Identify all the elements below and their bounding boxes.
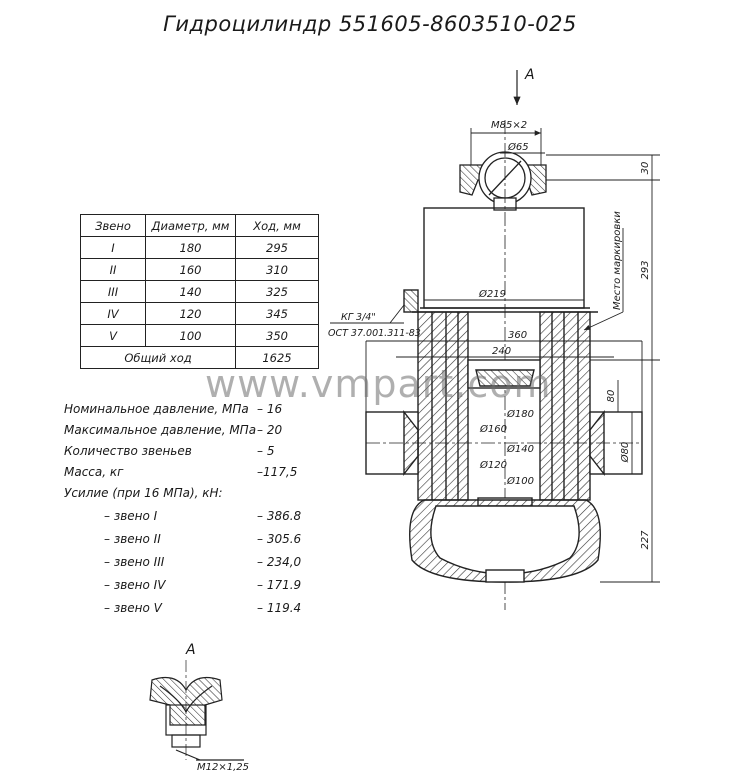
table-row (81, 237, 319, 259)
table-cell: 295 (236, 237, 319, 259)
dia-219-label: Ø219 (479, 289, 506, 300)
drawing-title: Гидроцилиндр 551605-8603510-025 (163, 12, 577, 36)
spec-table (80, 214, 319, 369)
param-value: – 119.4 (257, 601, 302, 615)
port-label-1: КГ 3/4" (341, 312, 376, 323)
param-value: – 171.9 (257, 578, 302, 592)
table-cell: I (81, 237, 146, 259)
watermark: www.vmpart.com (205, 362, 552, 406)
dim-240-label: 240 (492, 346, 512, 357)
param-value: – 16 (257, 402, 283, 416)
thread-top-label: M85×2 (491, 120, 528, 131)
table-row (81, 281, 319, 303)
dia-180-label: Ø180 (507, 409, 534, 420)
dia-80-label: Ø80 (620, 441, 631, 463)
table-cell: II (81, 259, 146, 281)
marking-label: Место маркировки (612, 211, 623, 310)
param-value: – 305.6 (257, 532, 302, 546)
param-label: Максимальное давление, МПа (64, 423, 257, 437)
table-cell: 100 (146, 325, 236, 347)
view-a-label: A (186, 642, 196, 658)
param-label: Номинальное давление, МПа (64, 402, 249, 416)
table-cell: 345 (236, 303, 319, 325)
dim-360-label: 360 (508, 330, 528, 341)
total-value: 1625 (236, 347, 319, 369)
dia-120-label: Ø120 (480, 460, 507, 471)
param-value: – 5 (257, 444, 275, 458)
param-value: –117,5 (257, 465, 298, 479)
dia-100-label: Ø100 (507, 476, 534, 487)
table-row (81, 303, 319, 325)
table-row (81, 325, 319, 347)
dia-160-label: Ø160 (480, 424, 507, 435)
header-link: Звено (81, 215, 146, 237)
param-label: Усилие (при 16 МПа), кН: (64, 486, 223, 500)
dia-65-label: Ø65 (508, 142, 529, 153)
dim-227-label: 227 (640, 530, 651, 550)
header-diameter: Диаметр, мм (146, 215, 236, 237)
table-cell: V (81, 325, 146, 347)
param-value: – 20 (257, 423, 283, 437)
view-a-marker: A (525, 67, 535, 83)
table-cell: 310 (236, 259, 319, 281)
table-header-row (81, 215, 319, 237)
param-value: – 386.8 (257, 509, 302, 523)
param-value: – 234,0 (257, 555, 302, 569)
param-label: – звено V (104, 601, 162, 615)
table-cell: 120 (146, 303, 236, 325)
param-label: Масса, кг (64, 465, 124, 479)
table-cell: 160 (146, 259, 236, 281)
thread-bottom-label: M12×1,25 (197, 762, 249, 773)
view-a-detail (150, 642, 249, 773)
dim-80-label: 80 (606, 389, 617, 403)
dia-140-label: Ø140 (507, 444, 534, 455)
dim-293-label: 293 (640, 260, 651, 280)
table-cell: III (81, 281, 146, 303)
table-cell: 325 (236, 281, 319, 303)
view-a-arrow (517, 67, 535, 105)
table-cell: 180 (146, 237, 236, 259)
table-cell: 140 (146, 281, 236, 303)
cylinder-body (366, 208, 642, 582)
table-cell: 350 (236, 325, 319, 347)
param-label: – звено I (104, 509, 158, 523)
table-total-row (81, 347, 319, 369)
param-label: – звено II (104, 532, 161, 546)
dim-30-label: 30 (640, 161, 651, 175)
table-row (81, 259, 319, 281)
port-label-2: ОСТ 37.001.311-83 (328, 328, 421, 339)
param-label: Количество звеньев (64, 444, 192, 458)
header-stroke: Ход, мм (236, 215, 319, 237)
total-label: Общий ход (81, 347, 236, 369)
param-label: – звено III (104, 555, 165, 569)
table-cell: IV (81, 303, 146, 325)
param-label: – звено IV (104, 578, 166, 592)
